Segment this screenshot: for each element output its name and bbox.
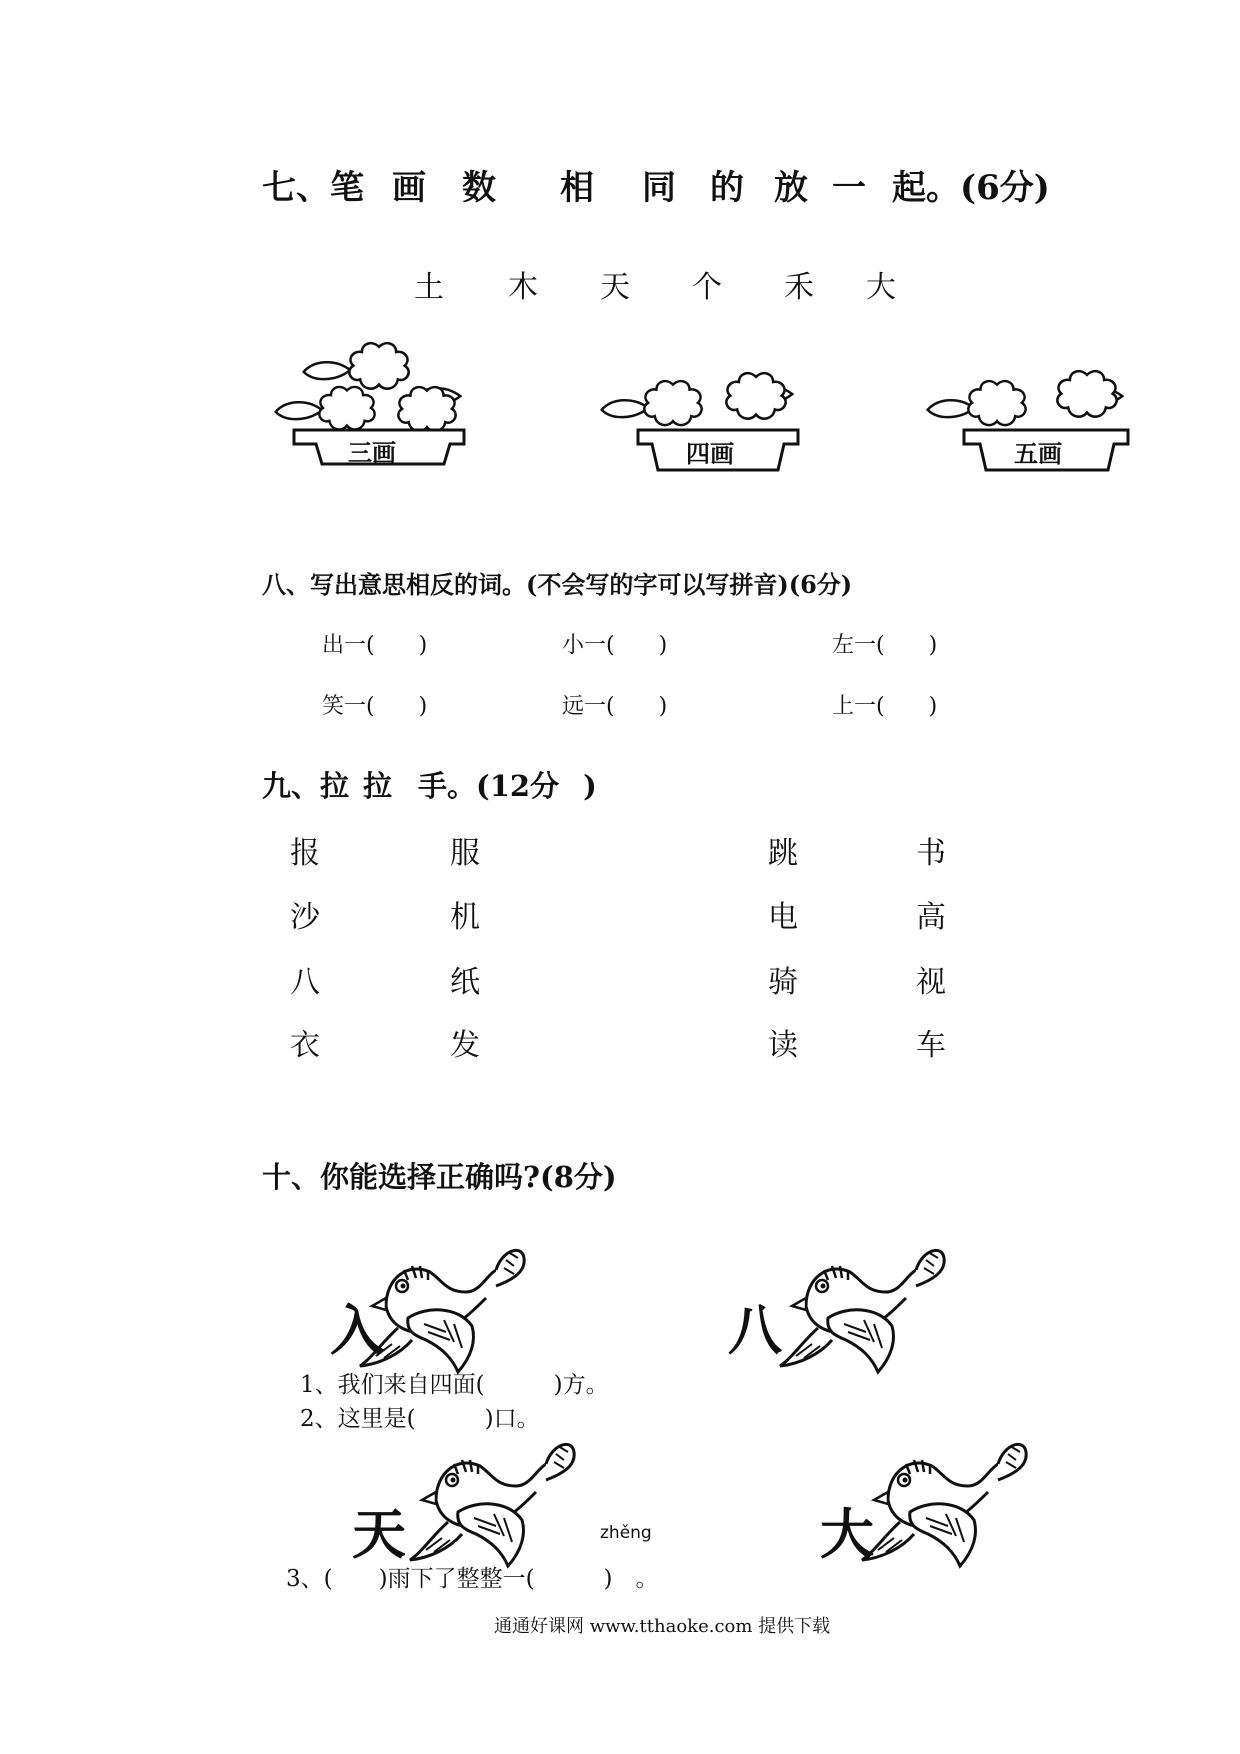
title-part: 画 (392, 168, 426, 208)
grid-char: 八 (290, 965, 320, 1000)
sentence: 3、( )雨下了整整一( ) 。 (286, 1566, 659, 1592)
char: 大 (866, 270, 896, 305)
grid-char: 书 (916, 836, 946, 871)
grid-char: 机 (450, 900, 480, 935)
grid-char: 视 (916, 965, 946, 1000)
pot-label: 四画 (686, 439, 734, 468)
title-part: 九、拉 (262, 769, 350, 803)
grid-char: 发 (450, 1028, 480, 1063)
title-part: 同 (642, 168, 676, 208)
grid-char: 报 (290, 836, 320, 871)
char: 木 (508, 270, 538, 305)
option-char: 入 (330, 1299, 384, 1362)
footer-credit: 通通好课网 www.tthaoke.com 提供下载 (494, 1616, 831, 1637)
antonym-item: 小一( ) (562, 633, 668, 658)
grid-char: 读 (768, 1028, 798, 1063)
title-part: 相 (560, 168, 594, 208)
title-part: 拉 (363, 769, 393, 803)
flower-pot-three (272, 340, 472, 470)
section8-title: 八、写出意思相反的词。(不会写的字可以写拼音)(6分) (262, 570, 853, 599)
title-part: 放 (774, 168, 808, 208)
grid-char: 骑 (768, 965, 798, 1000)
antonym-item: 上一( ) (832, 694, 938, 719)
title-part: 手。(12分 (418, 769, 560, 803)
pot-label: 三画 (348, 438, 396, 467)
antonym-item: 左一( ) (832, 633, 938, 658)
pot-label: 五画 (1014, 439, 1062, 468)
section10-title: 十、你能选择正确吗?(8分) (262, 1160, 617, 1194)
bird-icon (396, 1430, 576, 1570)
char: 个 (692, 270, 722, 305)
flower-pot-five (924, 364, 1136, 476)
grid-char: 衣 (290, 1028, 320, 1063)
option-char: 天 (352, 1503, 406, 1566)
grid-char: 高 (916, 900, 946, 935)
flower-pot-four (598, 366, 808, 476)
title-part: 的 (710, 168, 744, 208)
title-part: 数 (462, 168, 496, 208)
grid-char: 服 (450, 836, 480, 871)
antonym-item: 笑一( ) (322, 694, 428, 719)
option-char: 八 (728, 1299, 782, 1362)
pinyin-hint: zhěng (600, 1523, 652, 1543)
section9-title (262, 764, 597, 805)
grid-char: 电 (768, 900, 798, 935)
sentence: 1、我们来自四面( )方。 (300, 1372, 609, 1398)
sentence: 2、这里是( )口。 (300, 1406, 540, 1432)
title-part: 一 (832, 168, 866, 208)
antonym-item: 出一( ) (322, 633, 428, 658)
char: 天 (600, 270, 630, 305)
title-part: ) (583, 769, 597, 803)
char: 禾 (784, 270, 814, 305)
grid-char: 纸 (450, 965, 480, 1000)
antonym-item: 远一( ) (562, 694, 668, 719)
bird-icon (766, 1236, 946, 1376)
option-char: 大 (820, 1503, 874, 1566)
grid-char: 跳 (768, 836, 798, 871)
grid-char: 车 (916, 1028, 946, 1063)
grid-char: 沙 (290, 900, 320, 935)
title-part: 七、笔 (262, 168, 364, 208)
bird-icon (848, 1430, 1028, 1570)
char: 土 (414, 270, 444, 305)
title-part: 起。(6分) (892, 168, 1050, 208)
